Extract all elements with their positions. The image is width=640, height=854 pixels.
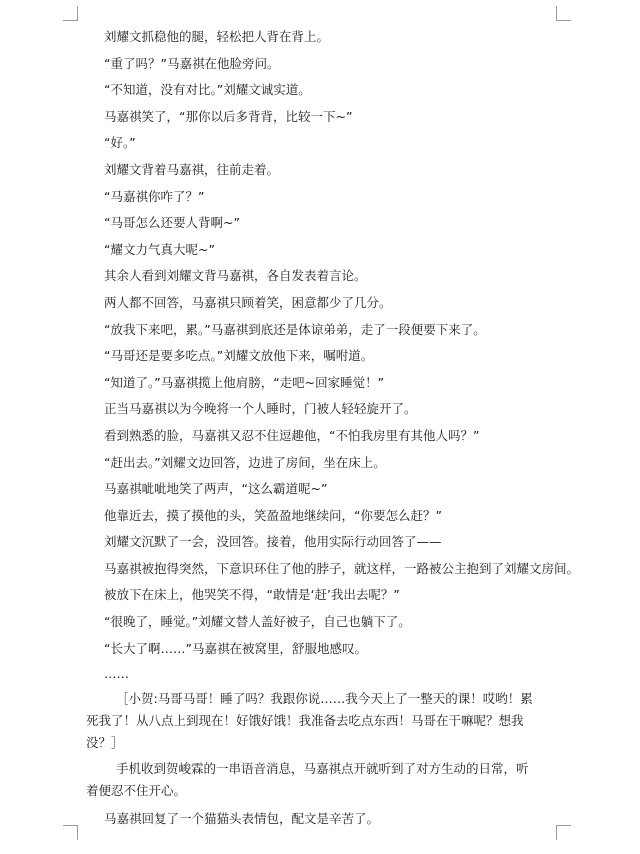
paragraph: 刘耀文沉默了一会，没回答。接着，他用实际行动回答了—— — [104, 534, 442, 550]
paragraph: 两人都不回答，马嘉祺只顾着笑，困意都少了几分。 — [104, 294, 392, 310]
paragraph: “不知道，没有对比。”刘耀文诚实道。 — [104, 82, 311, 98]
paragraph: 马嘉祺笑了，“那你以后多背背，比较一下~” — [104, 108, 353, 124]
paragraph: 看到熟悉的脸，马嘉祺又忍不住逗趣他，“不怕我房里有其他人吗？” — [104, 427, 480, 443]
paragraph: “马嘉祺你咋了？” — [104, 188, 205, 204]
last-paragraph: 马嘉祺回复了一个猫猫头表情包，配文是辛苦了。 — [104, 811, 380, 827]
paragraph: “耀文力气真大呢~” — [104, 241, 215, 257]
paragraph: “很晚了，睡觉。”刘耀文替人盖好被子，自己也躺下了。 — [104, 614, 411, 630]
paragraph: 他靠近去，摸了摸他的头，笑盈盈地继续问，“你要怎么赶？” — [104, 507, 442, 523]
paragraph: “好。” — [104, 135, 136, 151]
document-body — [86, 24, 580, 833]
corner-mark-bottom-right — [556, 825, 571, 840]
paragraph: “知道了。”马嘉祺揽上他肩膀，“走吧~回家睡觉！” — [104, 374, 385, 390]
corner-mark-bottom-left — [63, 825, 78, 840]
paragraph: 刘耀文背着马嘉祺，往前走着。 — [104, 161, 280, 177]
paragraph: 正当马嘉祺以为今晚将一个人睡时，门被人轻轻旋开了。 — [104, 401, 417, 417]
paragraph: 马嘉祺被抱得突然，下意识环住了他的脖子，就这样，一路被公主抱到了刘耀文房间。 — [104, 560, 580, 576]
paragraph: “马哥怎么还要人背啊~” — [104, 215, 240, 231]
paragraph: “重了吗？”马嘉祺在他脸旁问。 — [104, 55, 280, 71]
paragraph: “马哥还是要多吃点。”刘耀文放他下来，嘱咐道。 — [104, 348, 374, 364]
paragraph: 刘耀文抓稳他的腿，轻松把人背在背上。 — [104, 29, 330, 44]
message-block: ［小贺:马哥马哥！睡了吗？我跟你说……我今天上了一整天的课！哎哟！累死我了！从八点上到现在！好饿好饿！我准备去吃点东西！马哥在干嘛呢？想我没？］ — [86, 691, 533, 751]
paragraph: “长大了啊……”马嘉祺在被窝里，舒服地感叹。 — [104, 640, 367, 656]
paragraph: “放我下来吧，累。”马嘉祺到底还是体谅弟弟，走了一段便要下来了。 — [104, 321, 486, 337]
paragraph: 被放下在床上，他哭笑不得，“敢情是‘赶’我出去呢？” — [104, 587, 400, 603]
corner-mark-top-right — [556, 6, 571, 21]
paragraph: “赶出去。”刘耀文边回答，边进了房间，坐在床上。 — [104, 454, 386, 470]
paragraph: 马嘉祺呲呲地笑了两声，“这么霸道呢~” — [104, 481, 328, 497]
corner-mark-top-left — [63, 6, 78, 21]
ellipsis-line: …… — [104, 666, 129, 682]
paragraph: 其余人看到刘耀文背马嘉祺，各自发表着言论。 — [104, 268, 367, 284]
voice-message-paragraph: 手机收到贺峻霖的一串语音消息，马嘉祺点开就听到了对方生动的日常，听着便忍不住开心。 — [86, 761, 529, 799]
